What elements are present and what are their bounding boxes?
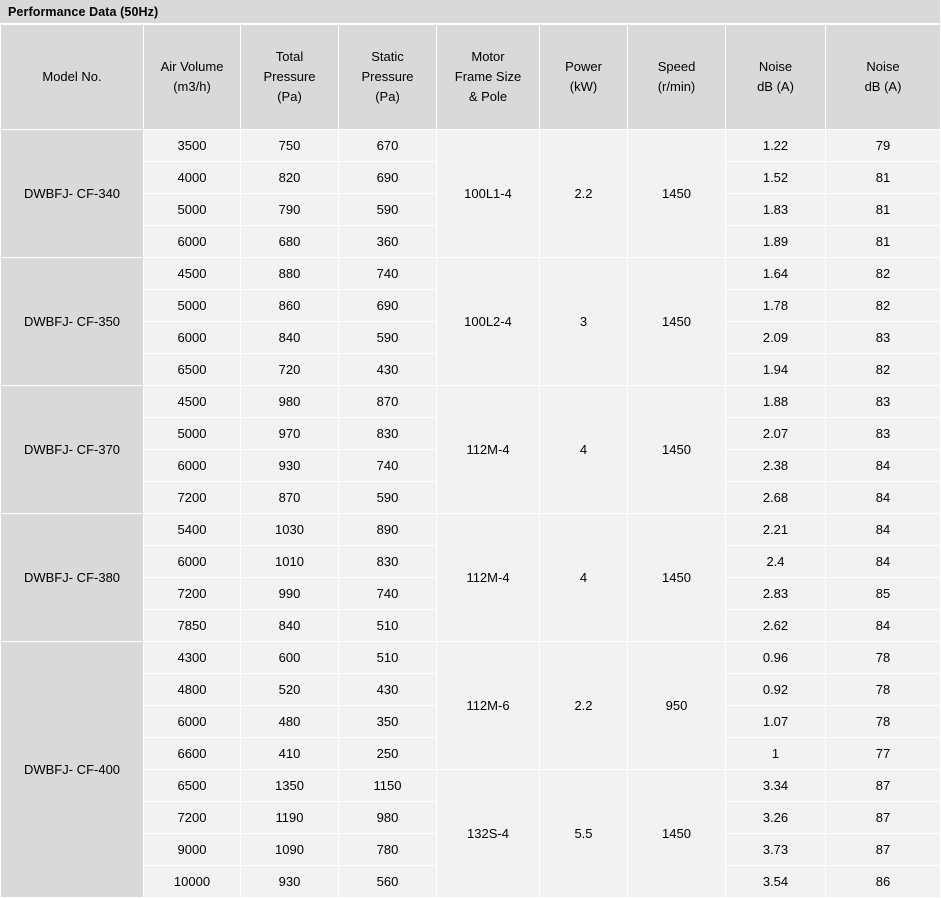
cell-noise-1: 1.52 [726, 162, 826, 194]
cell-noise-2: 86 [826, 866, 941, 898]
column-header-line: Speed [657, 58, 696, 74]
cell-noise-1: 3.34 [726, 770, 826, 802]
cell-noise-1: 2.4 [726, 546, 826, 578]
cell-total-pressure: 1010 [241, 546, 339, 578]
cell-static-pressure: 740 [339, 450, 437, 482]
cell-noise-2: 78 [826, 706, 941, 738]
cell-power: 2.2 [540, 642, 628, 770]
cell-air-volume: 3500 [144, 130, 241, 162]
cell-air-volume: 4500 [144, 386, 241, 418]
column-header-line: Air Volume [160, 58, 224, 74]
cell-air-volume: 7850 [144, 610, 241, 642]
cell-speed: 950 [628, 642, 726, 770]
cell-static-pressure: 1150 [339, 770, 437, 802]
cell-model-no: DWBFJ- CF-370 [1, 386, 144, 514]
cell-noise-1: 1.94 [726, 354, 826, 386]
column-header-line: & Pole [468, 89, 508, 105]
column-header-line: Pressure [263, 68, 316, 84]
cell-total-pressure: 840 [241, 610, 339, 642]
cell-static-pressure: 510 [339, 610, 437, 642]
cell-motor-frame-size-pole: 100L1-4 [437, 130, 540, 258]
table-row [1, 130, 941, 162]
cell-noise-1: 1.78 [726, 290, 826, 322]
column-header-line: (m3/h) [173, 79, 211, 94]
table-row [1, 514, 941, 546]
cell-noise-1: 2.62 [726, 610, 826, 642]
cell-air-volume: 6000 [144, 706, 241, 738]
column-header-line: Power [565, 58, 602, 74]
column-header [1, 25, 144, 130]
cell-motor-frame-size-pole: 132S-4 [437, 770, 540, 898]
cell-noise-2: 78 [826, 642, 941, 674]
cell-noise-1: 3.26 [726, 802, 826, 834]
cell-static-pressure: 430 [339, 354, 437, 386]
cell-model-no: DWBFJ- CF-400 [1, 642, 144, 898]
cell-static-pressure: 590 [339, 194, 437, 226]
cell-total-pressure: 520 [241, 674, 339, 706]
cell-air-volume: 7200 [144, 802, 241, 834]
column-header-line: Motor [471, 48, 505, 64]
cell-static-pressure: 740 [339, 258, 437, 290]
cell-air-volume: 4800 [144, 674, 241, 706]
cell-air-volume: 10000 [144, 866, 241, 898]
cell-noise-1: 2.38 [726, 450, 826, 482]
cell-total-pressure: 1190 [241, 802, 339, 834]
cell-static-pressure: 350 [339, 706, 437, 738]
cell-noise-2: 77 [826, 738, 941, 770]
column-header [826, 25, 941, 130]
cell-noise-2: 84 [826, 482, 941, 514]
column-header [241, 25, 339, 130]
cell-total-pressure: 480 [241, 706, 339, 738]
cell-noise-1: 1.22 [726, 130, 826, 162]
cell-air-volume: 5000 [144, 194, 241, 226]
cell-static-pressure: 670 [339, 130, 437, 162]
cell-air-volume: 6600 [144, 738, 241, 770]
cell-air-volume: 7200 [144, 578, 241, 610]
cell-air-volume: 6000 [144, 322, 241, 354]
cell-noise-2: 83 [826, 418, 941, 450]
cell-static-pressure: 430 [339, 674, 437, 706]
cell-air-volume: 9000 [144, 834, 241, 866]
table-header [1, 25, 941, 130]
cell-noise-2: 83 [826, 386, 941, 418]
cell-noise-1: 0.92 [726, 674, 826, 706]
table-row [1, 386, 941, 418]
column-header-line: (r/min) [657, 79, 696, 94]
cell-static-pressure: 830 [339, 546, 437, 578]
cell-static-pressure: 590 [339, 482, 437, 514]
cell-air-volume: 6500 [144, 770, 241, 802]
cell-air-volume: 6500 [144, 354, 241, 386]
cell-total-pressure: 870 [241, 482, 339, 514]
cell-air-volume: 6000 [144, 546, 241, 578]
cell-total-pressure: 1030 [241, 514, 339, 546]
cell-model-no: DWBFJ- CF-350 [1, 258, 144, 386]
cell-total-pressure: 1350 [241, 770, 339, 802]
cell-air-volume: 5000 [144, 418, 241, 450]
cell-noise-2: 79 [826, 130, 941, 162]
cell-speed: 1450 [628, 386, 726, 514]
cell-total-pressure: 980 [241, 386, 339, 418]
cell-total-pressure: 600 [241, 642, 339, 674]
column-header [540, 25, 628, 130]
column-header-line: Static [371, 48, 404, 64]
cell-total-pressure: 880 [241, 258, 339, 290]
cell-static-pressure: 890 [339, 514, 437, 546]
cell-noise-1: 2.21 [726, 514, 826, 546]
cell-noise-1: 2.09 [726, 322, 826, 354]
cell-total-pressure: 750 [241, 130, 339, 162]
column-header [628, 25, 726, 130]
cell-static-pressure: 980 [339, 802, 437, 834]
cell-total-pressure: 860 [241, 290, 339, 322]
cell-power: 3 [540, 258, 628, 386]
column-header-line: (Pa) [375, 89, 400, 105]
page-title: Performance Data (50Hz) [8, 4, 159, 19]
cell-power: 4 [540, 514, 628, 642]
cell-static-pressure: 560 [339, 866, 437, 898]
cell-noise-2: 83 [826, 322, 941, 354]
cell-motor-frame-size-pole: 112M-4 [437, 386, 540, 514]
column-header-line: dB (A) [864, 79, 902, 94]
cell-noise-2: 85 [826, 578, 941, 610]
cell-static-pressure: 690 [339, 162, 437, 194]
cell-air-volume: 6000 [144, 226, 241, 258]
cell-total-pressure: 840 [241, 322, 339, 354]
cell-noise-2: 81 [826, 194, 941, 226]
cell-static-pressure: 360 [339, 226, 437, 258]
cell-noise-2: 82 [826, 354, 941, 386]
cell-noise-2: 81 [826, 226, 941, 258]
cell-speed: 1450 [628, 770, 726, 898]
cell-static-pressure: 830 [339, 418, 437, 450]
column-header-line: Noise [866, 58, 900, 74]
column-header [144, 25, 241, 130]
column-header-line: Model No. [42, 68, 102, 84]
column-header-line: (Pa) [277, 89, 302, 105]
cell-noise-1: 1 [726, 738, 826, 770]
cell-noise-1: 1.83 [726, 194, 826, 226]
cell-motor-frame-size-pole: 100L2-4 [437, 258, 540, 386]
cell-total-pressure: 720 [241, 354, 339, 386]
cell-noise-1: 3.54 [726, 866, 826, 898]
column-header-line: Pressure [361, 68, 414, 84]
performance-data-table [0, 24, 941, 898]
cell-air-volume: 7200 [144, 482, 241, 514]
cell-static-pressure: 870 [339, 386, 437, 418]
cell-total-pressure: 990 [241, 578, 339, 610]
cell-static-pressure: 780 [339, 834, 437, 866]
cell-air-volume: 4500 [144, 258, 241, 290]
cell-motor-frame-size-pole: 112M-4 [437, 514, 540, 642]
table-header-row [1, 25, 941, 130]
cell-power: 5.5 [540, 770, 628, 898]
cell-noise-2: 84 [826, 514, 941, 546]
cell-model-no: DWBFJ- CF-380 [1, 514, 144, 642]
cell-air-volume: 4300 [144, 642, 241, 674]
column-header-line: dB (A) [757, 79, 794, 94]
cell-noise-2: 82 [826, 258, 941, 290]
cell-noise-2: 81 [826, 162, 941, 194]
cell-noise-1: 2.07 [726, 418, 826, 450]
cell-static-pressure: 250 [339, 738, 437, 770]
cell-motor-frame-size-pole: 112M-6 [437, 642, 540, 770]
column-header [339, 25, 437, 130]
cell-total-pressure: 820 [241, 162, 339, 194]
column-header [726, 25, 826, 130]
cell-noise-1: 1.07 [726, 706, 826, 738]
cell-noise-2: 84 [826, 610, 941, 642]
cell-speed: 1450 [628, 258, 726, 386]
cell-total-pressure: 970 [241, 418, 339, 450]
cell-noise-2: 84 [826, 546, 941, 578]
cell-noise-2: 84 [826, 450, 941, 482]
cell-noise-1: 1.64 [726, 258, 826, 290]
cell-speed: 1450 [628, 514, 726, 642]
table-row [1, 258, 941, 290]
cell-model-no: DWBFJ- CF-340 [1, 130, 144, 258]
cell-total-pressure: 930 [241, 866, 339, 898]
cell-noise-2: 87 [826, 802, 941, 834]
cell-noise-1: 0.96 [726, 642, 826, 674]
column-header-line: Frame Size [454, 68, 522, 84]
table-row [1, 642, 941, 674]
cell-total-pressure: 790 [241, 194, 339, 226]
cell-noise-2: 87 [826, 834, 941, 866]
cell-power: 4 [540, 386, 628, 514]
table-body [1, 130, 941, 898]
cell-noise-1: 2.83 [726, 578, 826, 610]
cell-noise-2: 87 [826, 770, 941, 802]
cell-total-pressure: 410 [241, 738, 339, 770]
cell-noise-2: 82 [826, 290, 941, 322]
cell-total-pressure: 1090 [241, 834, 339, 866]
cell-air-volume: 6000 [144, 450, 241, 482]
cell-noise-2: 78 [826, 674, 941, 706]
cell-static-pressure: 590 [339, 322, 437, 354]
cell-noise-1: 3.73 [726, 834, 826, 866]
cell-power: 2.2 [540, 130, 628, 258]
cell-air-volume: 5400 [144, 514, 241, 546]
column-header [437, 25, 540, 130]
section-title-bar [0, 0, 940, 24]
column-header-line: Noise [758, 58, 793, 74]
cell-air-volume: 5000 [144, 290, 241, 322]
column-header-line: (kW) [569, 79, 598, 94]
column-header-line: Total [275, 48, 304, 64]
cell-noise-1: 1.88 [726, 386, 826, 418]
cell-noise-1: 2.68 [726, 482, 826, 514]
cell-static-pressure: 740 [339, 578, 437, 610]
cell-noise-1: 1.89 [726, 226, 826, 258]
cell-total-pressure: 930 [241, 450, 339, 482]
cell-static-pressure: 510 [339, 642, 437, 674]
cell-speed: 1450 [628, 130, 726, 258]
cell-air-volume: 4000 [144, 162, 241, 194]
cell-total-pressure: 680 [241, 226, 339, 258]
cell-static-pressure: 690 [339, 290, 437, 322]
